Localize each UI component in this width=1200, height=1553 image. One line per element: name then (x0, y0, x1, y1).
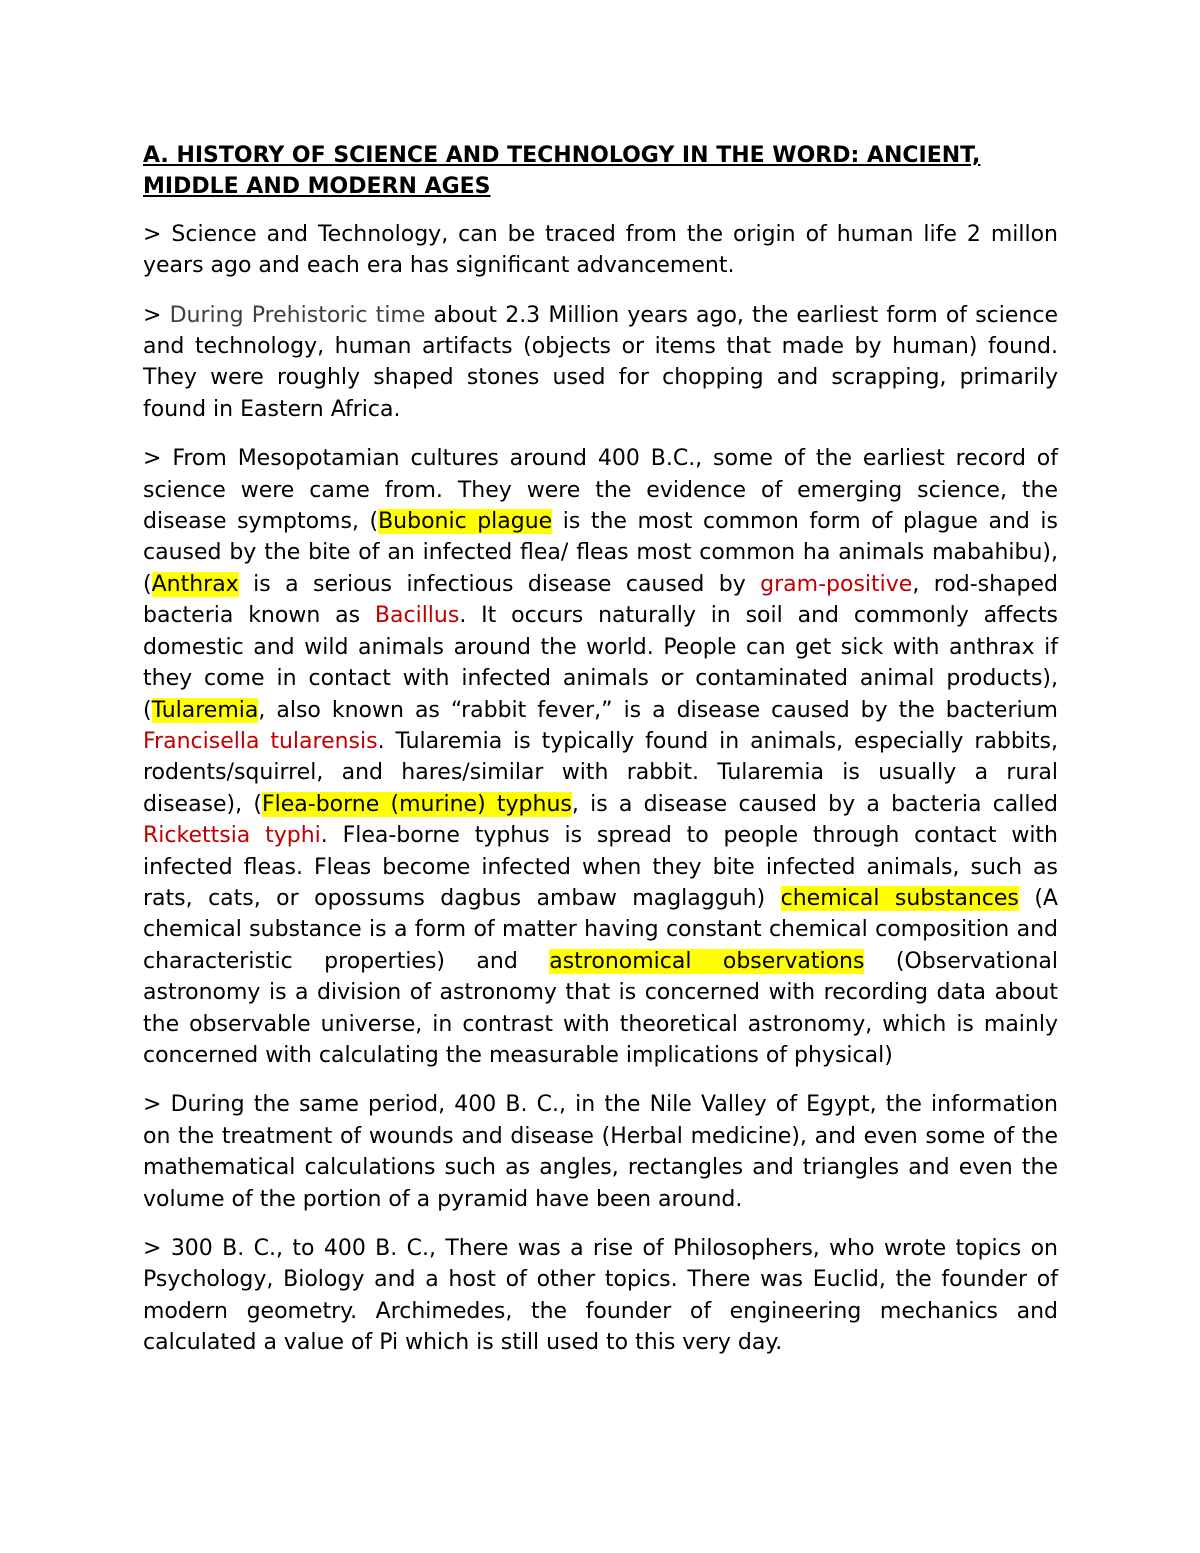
title-line-1: A. HISTORY OF SCIENCE AND TECHNOLOGY IN THE WORD: ANCIENT, (143, 143, 981, 168)
highlight-chemical-substances: chemical substances (780, 885, 1019, 911)
red-term-rickettsia: Rickettsia typhi (143, 823, 321, 849)
bullet-marker: > (143, 302, 170, 328)
highlight-flea-borne-typhus: Flea-borne (murine) typhus (261, 791, 572, 817)
text-run: From Mesopotamian cultures around 400 B.C., some of the earliest record of science were came from. They were the evidence of emerging science, the disease symptoms, ( (143, 446, 1058, 535)
document-page (143, 140, 1058, 1377)
bullet-marker: > (143, 1092, 171, 1118)
emphasized-term: During Prehistoric time (169, 302, 426, 328)
highlight-bubonic-plague: Bubonic plague (378, 509, 553, 535)
highlight-anthrax: Anthrax (151, 571, 239, 597)
red-term-francisella: Francisella tularensis (143, 728, 378, 754)
bullet-marker: > (143, 221, 172, 247)
paragraph-science-origin (143, 219, 1058, 282)
paragraph-mesopotamia (143, 443, 1058, 1071)
text-run: , rod-shaped bacteria known as (143, 571, 1058, 629)
paragraph-text: 300 B. C., to 400 B. C., There was a rise of Philosophers, who wrote topics on Psychology, Biology and a host of other topics. There was Euclid, the founder of modern geometry. Archimedes, the founder of engineering mechanics and calculated a value of Pi which is still used to this very day. (143, 1236, 1058, 1356)
highlight-tularemia: Tularemia (151, 697, 259, 723)
text-run: . It occurs naturally in soil and commonly affects domestic and wild animals around the world. People can get sick with anthrax if they come in contact with infected animals or contaminated animal products), ( (143, 603, 1058, 723)
paragraph-egypt (143, 1089, 1058, 1215)
bullet-marker: > (143, 1236, 171, 1261)
red-term-bacillus: Bacillus (374, 603, 460, 629)
text-run: , is a disease caused by a bacteria called (571, 791, 1059, 817)
text-run: (Observational astronomy is a division of astronomy that is concerned with recording data about the observable universe, in contrast with theoretical astronomy, which is mainly concerned with calculating the measurable implications of physical) (143, 948, 1059, 1068)
text-run: . Tularemia is typically found in animals, especially rabbits, rodents/squirrel, and hares/similar with rabbit. Tularemia is usually a rural disease), ( (143, 728, 1058, 817)
paragraph-philosophers (143, 1233, 1058, 1359)
text-run: , also known as “rabbit fever,” is a disease caused by the bacterium (258, 697, 1058, 723)
text-run: . Flea-borne typhus is spread to people through contact with infected fleas. Fleas become infected when they bite infected animals, such as rats, cats, or opossums dagbus ambaw maglagguh) (143, 823, 1058, 911)
highlight-astronomical-observations: astronomical observations (549, 948, 865, 974)
paragraph-prehistoric (143, 300, 1058, 426)
document-title (143, 140, 1058, 203)
text-run: is a serious infectious disease caused by (238, 571, 761, 597)
text-run: (A chemical substance is a form of matter having constant chemical composition and characteristic properties) and (143, 885, 1058, 974)
paragraph-text: During the same period, 400 B. C., in the Nile Valley of Egypt, the information on the treatment of wounds and disease (Herbal medicine), and even some of the mathematical calculations such as angles, rectangles and triangles and even the volume of the portion of a pyramid have been around. (143, 1092, 1058, 1212)
paragraph-text: about 2.3 Million years ago, the earliest form of science and technology, human artifacts (objects or items that made by human) found. They were roughly shaped stones used for chopping and scrapping, primarily found in Eastern Africa. (143, 302, 1058, 422)
title-line-2: MIDDLE AND MODERN AGES (143, 174, 491, 200)
text-run: is the most common form of plague and is caused by the bite of an infected flea/ fleas most common ha animals mabahibu), ( (143, 509, 1058, 597)
paragraph-text: Science and Technology, can be traced from the origin of human life 2 millon years ago and each era has significant advancement. (143, 221, 1058, 279)
bullet-marker: > (143, 446, 173, 472)
red-term-gram-positive: gram-positive (760, 571, 913, 597)
